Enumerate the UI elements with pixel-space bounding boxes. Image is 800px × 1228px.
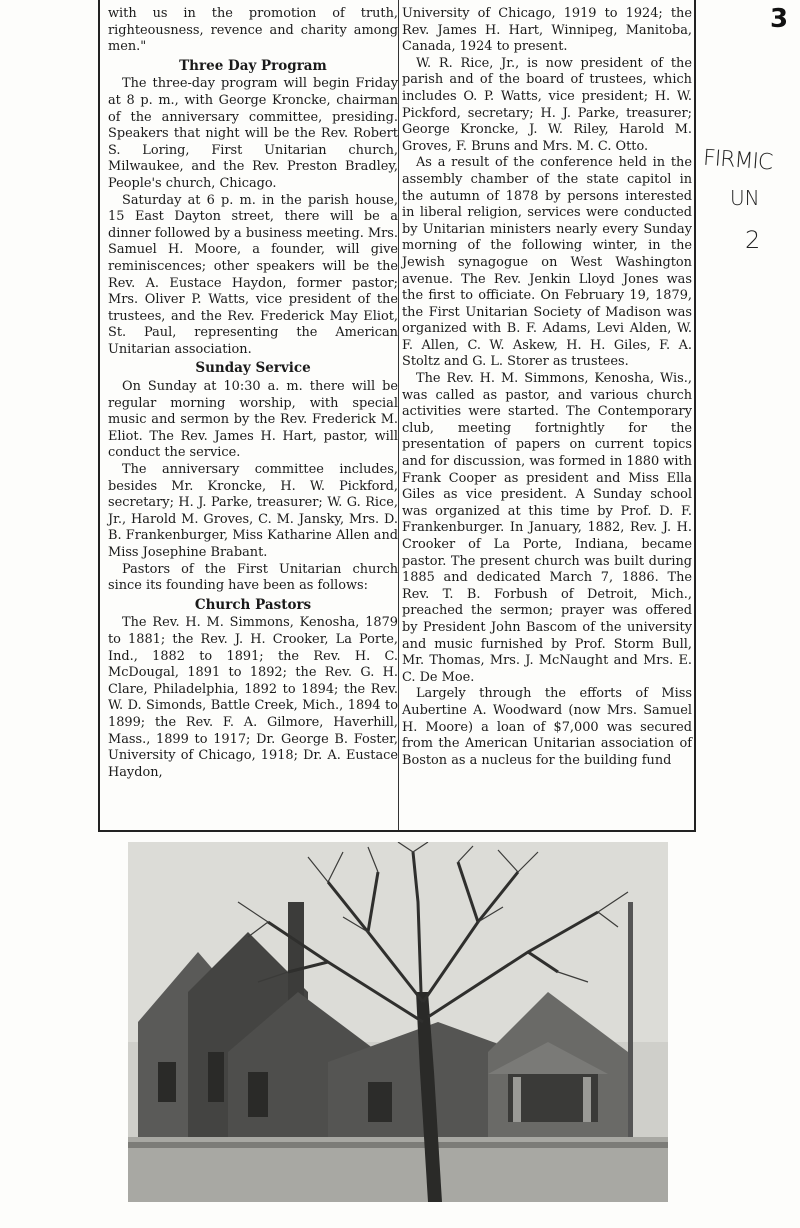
paragraph: As a result of the conference held in the assembly chamber of the state capitol in the autumn of 1878 by persons interested in liberal religion, services were conducted by Unitarian ministers nearly every Sunday morning of the following winter, in the Jewish synagogue on West Washington avenue. The Rev. Jenkin Lloyd Jones was the first to officiate. On February 19, 1879, the First Unitarian Society of Madison was organized with B. F. Adams, Levi Alden, W. F. Allen, C. W. Askew, H. H. Giles, F. A. Stoltz and G. L. Storer as trustees.: [402, 155, 692, 370]
paragraph: The anniversary committee includes, besides Mr. Kroncke, H. W. Pickford, secretary; H. J. Parke, treasurer; W. G. Rice, Jr., Harold M. Groves, C. M. Jansky, Mrs. D. B. Frankenburger, Miss Katharine Allen and Miss Josephine Brabant.: [108, 462, 398, 560]
paragraph: Largely through the efforts of Miss Aubertine A. Woodward (now Mrs. Samuel H. Moore) a loan of $7,000 was secured from the American Unitarian association of Boston as a nucleus for the building fund: [402, 686, 692, 768]
paragraph: Saturday at 6 p. m. in the parish house, 15 East Dayton street, there will be a dinner followed by a business meeting. Mrs. Samuel H. Moore, a founder, will give reminiscences; other speakers will be the Rev. A. Eustace Haydon, former pastor; Mrs. Oliver P. Watts, vice president of the trustees, and the Rev. Frederick May Eliot, St. Paul, representing the American Unitarian association.: [108, 192, 398, 357]
church-photo-illustration: [128, 842, 668, 1202]
paragraph: On Sunday at 10:30 a. m. there will be regular morning worship, with special music and sermon by the Rev. Frederick M. Eliot. The Rev. James H. Hart, pastor, will conduct the service.: [108, 379, 398, 461]
heading-three-day-program: Three Day Program: [179, 57, 327, 74]
paragraph: The Rev. H. M. Simmons, Kenosha, 1879 to 1881; the Rev. J. H. Crooker, La Porte, Ind., 1882 to 1891; the Rev. H. C. McDougal, 1891 to 1892; the Rev. G. H. Clare, Philadelphia, 1892 to 1894; the Rev. W. D. Simonds, Battle Creek, Mich., 1894 to 1899; the Rev. F. A. Gilmore, Haverhill, Mass., 1899 to 1917; Dr. George B. Foster, University of Chicago, 1918; Dr. A. Eustace Haydon,: [108, 615, 398, 780]
heading-sunday-service: Sunday Service: [195, 360, 311, 377]
heading-church-pastors: Church Pastors: [194, 596, 312, 613]
paragraph: Pastors of the First Unitarian church since its founding have been as follows:: [108, 561, 398, 594]
handwritten-note: 2: [745, 226, 761, 254]
handwritten-note: FIRMIC: [702, 145, 774, 176]
paragraph: The Rev. H. M. Simmons, Kenosha, Wis., was called as pastor, and various church activities were started. The Contemporary club, meeting fortnightly for the presentation of papers on current topics and for discussion, was formed in 1880 with Frank Cooper as president and Miss Ella Giles as vice president. A Sunday school was organized at this time by Prof. D. F. Frankenburger. In January, 1882, Rev. J. H. Crooker of La Porte, Indiana, became pastor. The present church was built during 1885 and dedicated March 7, 1886. The Rev. T. B. Forbush of Detroit, Mich., preached the sermon; prayer was offered by President John Bascom of the university and music furnished by Prof. Storm Bull, Mr. Thomas, Mrs. J. McNaught and Mrs. E. C. De Moe.: [402, 371, 692, 685]
paragraph: The three-day program will begin Friday at 8 p. m., with George Kroncke, chairman of the anniversary committee, presiding. Speakers that night will be the Rev. Robert S. Loring, First Unitarian church, Milwaukee, and the Rev. Preston Bradley, People's church, Chicago.: [108, 76, 398, 191]
handwritten-note: UN: [730, 186, 760, 210]
paragraph: University of Chicago, 1919 to 1924; the Rev. James H. Hart, Winnipeg, Manitoba, Canada, 1924 to present.: [402, 6, 692, 55]
column-divider: [398, 0, 399, 830]
right-column: [402, 6, 692, 769]
left-column: [108, 6, 398, 781]
church-photograph: [128, 842, 668, 1202]
paragraph: W. R. Rice, Jr., is now president of the parish and of the board of trustees, which includes O. P. Watts, vice president; H. W. Pickford, secretary; H. J. Parke, treasurer; George Kroncke, J. W. Riley, Harold M. Groves, F. Bruns and Mrs. M. C. Otto.: [402, 55, 692, 154]
paragraph: with us in the promotion of truth, righteousness, revence and charity among men.": [108, 6, 398, 55]
page-number: 3: [770, 4, 789, 34]
